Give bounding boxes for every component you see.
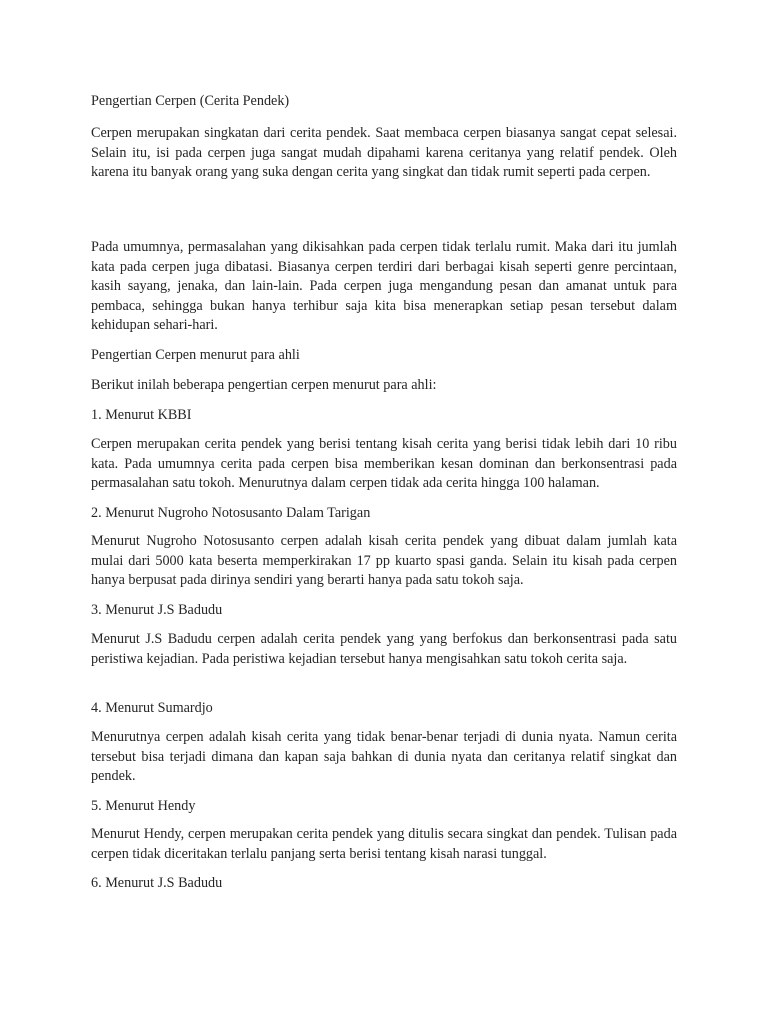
experts-intro: Berikut inilah beberapa pengertian cerpen menurut para ahli: — [91, 377, 437, 393]
section-paragraph-badudu: Menurut J.S Badudu cerpen adalah cerita pendek yang yang berfokus dan berkonsentrasi pada satu peristiwa kejadian. Pada peristiwa kejadian tersebut hanya mengisahkan satu tokoh cerita saja. — [91, 631, 677, 667]
section-heading-kbbi: 1. Menurut KBBI — [91, 407, 192, 423]
experts-heading: Pengertian Cerpen menurut para ahli — [91, 347, 300, 363]
document-title: Pengertian Cerpen (Cerita Pendek) — [91, 93, 290, 109]
intro-paragraph-1: Cerpen merupakan singkatan dari cerita pendek. Saat membaca cerpen biasanya sangat cepat selesai. Selain itu, isi pada cerpen juga sangat mudah dipahami karena ceritanya yang relatif pendek. Oleh karena itu banyak orang yang suka dengan cerita yang singkat dan tidak rumit seperti pada cerpen. — [91, 125, 677, 180]
section-heading-hendy: 5. Menurut Hendy — [91, 798, 196, 814]
section-heading-badudu: 3. Menurut J.S Badudu — [91, 602, 223, 618]
section-paragraph-sumardjo: Menurutnya cerpen adalah kisah cerita yang tidak benar-benar terjadi di dunia nyata. Namun cerita tersebut bisa terjadi dimana dan kapan saja bahkan di dunia nyata dan ceritanya relatif singkat dan pendek. — [91, 729, 677, 784]
section-heading-sumardjo: 4. Menurut Sumardjo — [91, 700, 213, 716]
intro-paragraph-2: Pada umumnya, permasalahan yang dikisahkan pada cerpen tidak terlalu rumit. Maka dari itu jumlah kata pada cerpen juga dibatasi. Biasanya cerpen terdiri dari berbagai kisah seperti genre percintaan, kasih sayang, jenaka, dan lain-lain. Pada cerpen juga mengandung pesan dan amanat untuk para pembaca, sehingga bukan hanya terhibur saja kita bisa menerapkan setiap pesan tersebut dalam kehidupan sehari-hari. — [91, 239, 677, 333]
section-paragraph-kbbi: Cerpen merupakan cerita pendek yang berisi tentang kisah cerita yang berisi tidak lebih dari 10 ribu kata. Pada umumnya cerita pada cerpen bisa memberikan kesan dominan dan berkonsentrasi pada permasalahan satu tokoh. Menurutnya dalam cerpen tidak ada cerita hingga 100 halaman. — [91, 436, 677, 491]
section-paragraph-nugroho: Menurut Nugroho Notosusanto cerpen adalah kisah cerita pendek yang dibuat dalam jumlah kata mulai dari 5000 kata beserta memperkirakan 17 pp kuarto spasi ganda. Selain itu kisah pada cerpen hanya berpusat pada dirinya sendiri yang berarti hanya pada satu tokoh saja. — [91, 533, 677, 588]
section-heading-badudu-2: 6. Menurut J.S Badudu — [91, 875, 223, 891]
section-heading-nugroho: 2. Menurut Nugroho Notosusanto Dalam Tarigan — [91, 505, 371, 521]
section-paragraph-hendy: Menurut Hendy, cerpen merupakan cerita pendek yang ditulis secara singkat dan pendek. Tulisan pada cerpen tidak diceritakan terlalu panjang serta berisi tentang kisah narasi tunggal. — [91, 826, 677, 862]
